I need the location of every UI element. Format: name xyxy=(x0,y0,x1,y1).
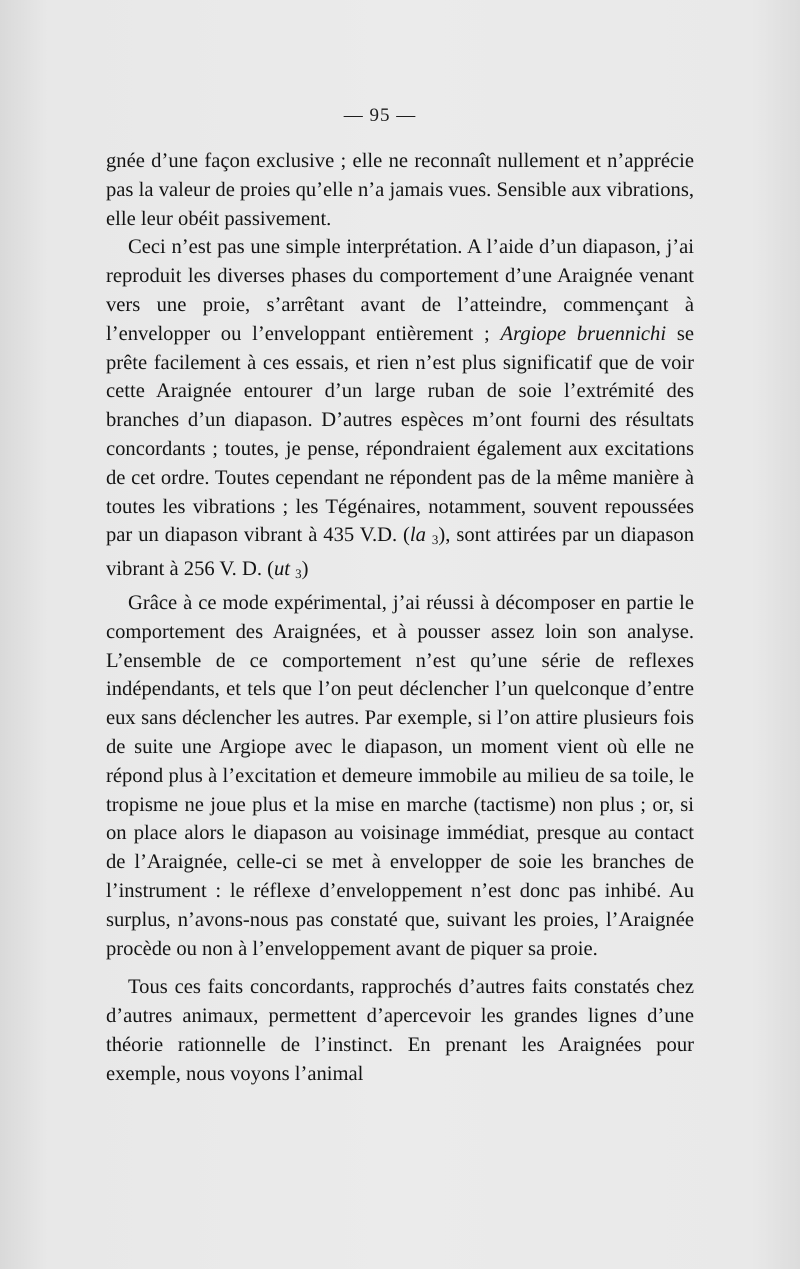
paragraph-continuation: gnée d’une façon exclusive ; elle ne reconnaît nullement et n’apprécie pas la valeur de proies qu’elle n’a jamais vues. Sensible aux vibrations, elle leur obéit passivement. xyxy=(106,150,694,230)
paragraph-instinct-theory: Tous ces faits concordants, rapprochés d’autres faits constatés chez d’autres animaux, permettent d’apercevoir les grandes lignes d’une théorie rationnelle de l’instinct. En prenant les Araignées pour exemple, nous voyons l’animal xyxy=(106,976,694,1085)
paragraph-text: ) xyxy=(301,558,309,581)
paragraph-text: Ceci n’est pas une simple interprétation. A l’aide d’un diapason, j’ai reproduit les diverses phases du comportement d’une Araignée venant vers une proie, s’arrêtant avant de l’atteindre, commençant à l’envelopper ou l’enveloppant entièrement ; xyxy=(106,236,694,345)
musical-note: ut xyxy=(273,558,291,581)
paragraph-reflex-analysis: Grâce à ce mode expérimental, j’ai réussi à décomposer en partie le comportement des Araignées, et à pousser assez loin son analyse. L’ensemble de ce comportement n’est qu’une série de reflexes indépendants, et tels que l’on peut déclencher l’un quelconque d’entre eux sans déclencher les autres. Par exemple, si l’on attire plusieurs fois de suite une Argiope avec le diapason, un moment vient où elle ne répond plus à l’excitation et demeure immobile au milieu de sa toile, le tropisme ne joue plus et la mise en marche (tactisme) non plus ; or, si on place alors le diapason au voisinage immédiat, presque au contact de l’Araignée, celle-ci se met à envelopper de soie les branches de l’instrument : le réflexe d’enveloppement n’est donc pas inhibé. Au surplus, n’avons-nous pas constaté que, suivant les proies, l’Araignée procède ou non à l’enveloppement avant de piquer sa proie. xyxy=(106,591,694,960)
paragraph-text: ), sont attirées par un diapason vibrant à 256 V. D. ( xyxy=(106,524,694,581)
body-text xyxy=(106,147,694,1089)
note-octave: 3 xyxy=(431,532,439,548)
species-name: Argiope bruennichi xyxy=(500,322,667,345)
paragraph-text: se prête facilement à ces essais, et rien n’est plus significatif que de voir cette Araignée entourer d’un large ruban de soie l’extrémité des branches d’un diapason. D’autres espèces m’ont fourni des résultats concordants ; toutes, je pense, répondraient également aux excitations de cet ordre. Toutes cependant ne répondent pas de la même manière à toutes les vibrations ; les Tégénaires, notamment, souvent repoussées par un diapason vibrant à 435 V.D. ( xyxy=(106,322,694,547)
paragraph-diapason-experiment xyxy=(106,233,694,589)
note-octave: 3 xyxy=(295,566,302,582)
page-number: — 95 — xyxy=(343,105,417,126)
musical-note: la xyxy=(409,524,426,547)
